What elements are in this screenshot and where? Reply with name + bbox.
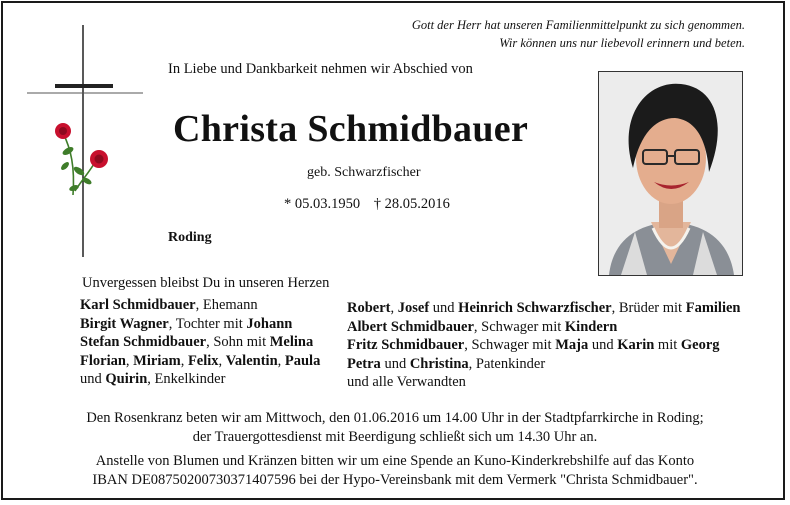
birth-date: * 05.03.1950 (284, 196, 361, 212)
life-dates (284, 196, 450, 213)
death-date: † 28.05.2016 (373, 196, 450, 212)
mourner-text: , Enkelkinder (147, 371, 226, 388)
mourner-text: und alle Verwandten (347, 374, 466, 391)
mourner-text: Felix (187, 352, 219, 369)
mourner-text: , (277, 352, 285, 369)
mourner-text: Miriam (133, 352, 181, 369)
mourner-text: , (125, 352, 134, 369)
intro-text: In Liebe und Dankbarkeit nehmen wir Abschied von (168, 61, 473, 77)
mourner-line (80, 370, 320, 389)
birth-name: geb. Schwarzfischer (307, 165, 421, 180)
rosary-line-1: Den Rosenkranz beten wir am Mittwoch, den 01.06.2016 um 14.00 Uhr in der Stadtpfarrkirche in Roding; (86, 410, 704, 426)
mourner-text: Heinrich Schwarzfischer (458, 300, 612, 316)
mourner-text: Christina (409, 355, 469, 372)
donation-line-1: Anstelle von Blumen und Kränzen bitten wir um eine Spende an Kuno-Kinderkrebshilfe auf das Konto (95, 453, 695, 469)
donation-line-2: IBAN DE08750200730371407596 bei der Hypo-Vereinsbank mit dem Vermerk "Christa Schmidbauer". (92, 471, 698, 488)
bible-quote (412, 16, 745, 52)
family-list-left (80, 296, 320, 389)
mourner-text: Familien (685, 300, 741, 316)
home-town: Roding (168, 230, 212, 245)
portrait-photo (598, 71, 743, 276)
family-list-right (347, 299, 741, 392)
mourner-line (80, 352, 320, 371)
mourner-text: , Schwager mit (473, 318, 565, 335)
mourner-text: , (180, 352, 188, 369)
mourner-text: Maja (555, 337, 589, 354)
mourner-line (347, 299, 741, 318)
quote-line-1: Gott der Herr hat unseren Familienmittelpunkt zu sich genommen. (411, 18, 745, 32)
cross-with-roses-icon (27, 25, 143, 257)
mourner-text: Karin (617, 337, 655, 354)
mourner-text: , Schwager mit (464, 337, 556, 354)
rosary-line-2: der Trauergottesdienst mit Beerdigung schließt sich um 14.30 Uhr an. (192, 428, 598, 445)
rosary-info (3, 409, 787, 446)
mourner-text: Quirin (105, 371, 148, 388)
mourner-line (347, 336, 741, 355)
mourner-text: mit (654, 337, 681, 354)
mourner-text: und (380, 355, 410, 372)
quote-line-2: Wir können uns nur liebevoll erinnern und beten. (499, 36, 745, 50)
mourner-line (347, 318, 741, 337)
mourner-text: Josef (397, 300, 430, 316)
motto: Unvergessen bleibst Du in unseren Herzen (82, 275, 330, 291)
mourner-text: Albert Schmidbauer (347, 318, 474, 335)
mourner-text: , (218, 352, 226, 369)
mourner-text: und (429, 300, 459, 316)
mourner-text: , Tochter mit (168, 315, 247, 332)
mourner-text: Florian (80, 352, 126, 369)
mourner-text: Paula (284, 352, 321, 369)
mourner-text: Fritz Schmidbauer (347, 337, 465, 354)
mourner-line (80, 296, 320, 315)
mourner-text: Kindern (564, 318, 618, 335)
mourner-text: , Patenkinder (468, 355, 546, 372)
mourner-text: , Brüder mit (611, 300, 686, 316)
mourner-text: , Sohn mit (206, 334, 270, 351)
mourner-line (80, 333, 320, 352)
deceased-name: Christa Schmidbauer (173, 108, 529, 150)
mourner-line (80, 315, 320, 334)
mourner-text: Karl Schmidbauer (80, 297, 196, 313)
obituary-notice (1, 1, 785, 500)
mourner-line (347, 355, 741, 374)
mourner-text: Melina (269, 334, 314, 351)
mourner-text: Valentin (225, 352, 278, 369)
mourner-text: und (80, 371, 106, 388)
mourner-text: , (390, 300, 398, 316)
mourner-text: Petra (347, 355, 381, 372)
mourner-line (347, 373, 741, 392)
donation-info (3, 452, 787, 489)
mourner-text: , Ehemann (195, 297, 258, 313)
mourner-text: Robert (347, 300, 391, 316)
mourner-text: Johann (246, 315, 293, 332)
mourner-text: und (588, 337, 618, 354)
mourner-text: Georg (680, 337, 720, 354)
mourner-text: Birgit Wagner (80, 315, 169, 332)
mourner-text: Stefan Schmidbauer (80, 334, 207, 351)
